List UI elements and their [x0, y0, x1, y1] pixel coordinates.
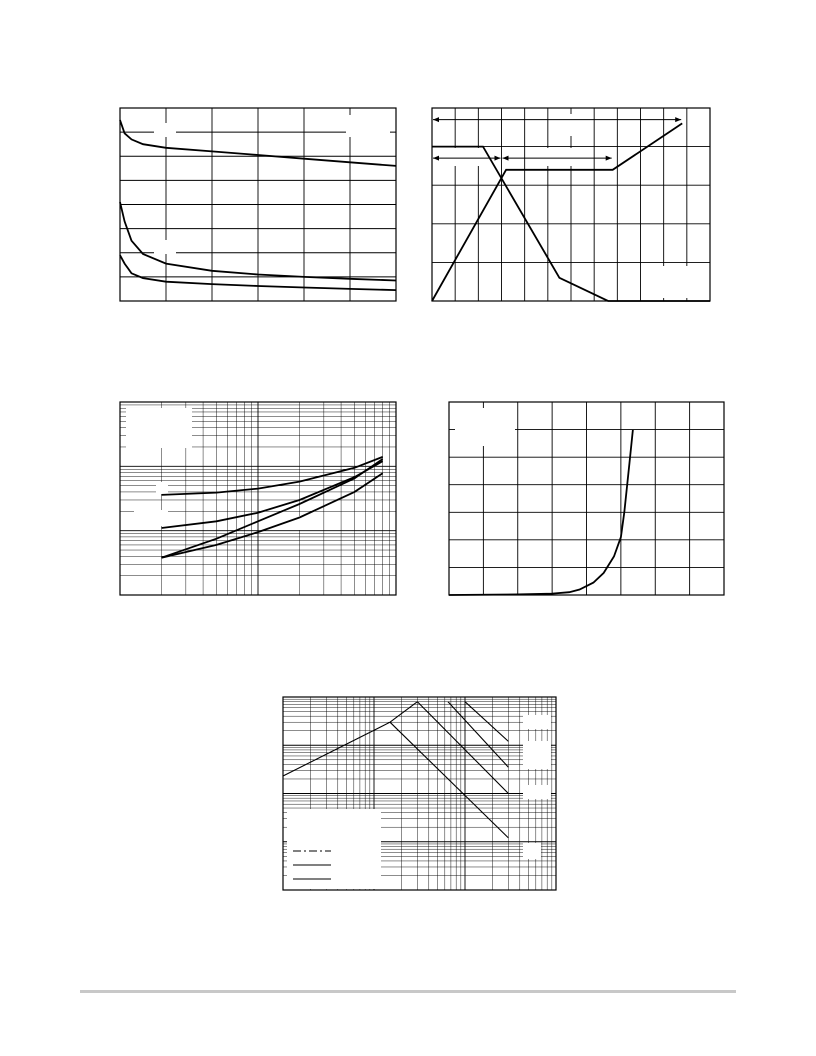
footer-divider [80, 990, 736, 993]
label-area [452, 148, 482, 166]
label-area [346, 115, 390, 137]
label-area [154, 123, 176, 137]
chart-2 [432, 108, 710, 301]
label-area [559, 114, 577, 136]
label-area [455, 408, 515, 446]
arrow-head [495, 156, 501, 161]
label-area [532, 148, 592, 166]
label-area [154, 240, 176, 254]
series-line-2 [390, 722, 508, 838]
legend-box [287, 809, 381, 889]
arrow-head [606, 156, 612, 161]
label-area [126, 408, 192, 448]
chart-3 [120, 402, 396, 595]
arrow-head [433, 117, 439, 122]
label-area [523, 843, 541, 859]
label-area [523, 741, 551, 769]
label-area [134, 510, 168, 526]
series-line-1 [162, 457, 383, 495]
label-area [156, 482, 168, 494]
label-area [523, 715, 551, 729]
chart-5 [283, 697, 556, 890]
series-line-1 [283, 702, 417, 776]
label-area [660, 266, 706, 298]
chart-1 [120, 108, 396, 301]
arrow-head [503, 156, 509, 161]
arrow-head [433, 156, 439, 161]
arrow-head [675, 117, 681, 122]
chart-4 [449, 402, 724, 595]
label-area [523, 785, 551, 799]
